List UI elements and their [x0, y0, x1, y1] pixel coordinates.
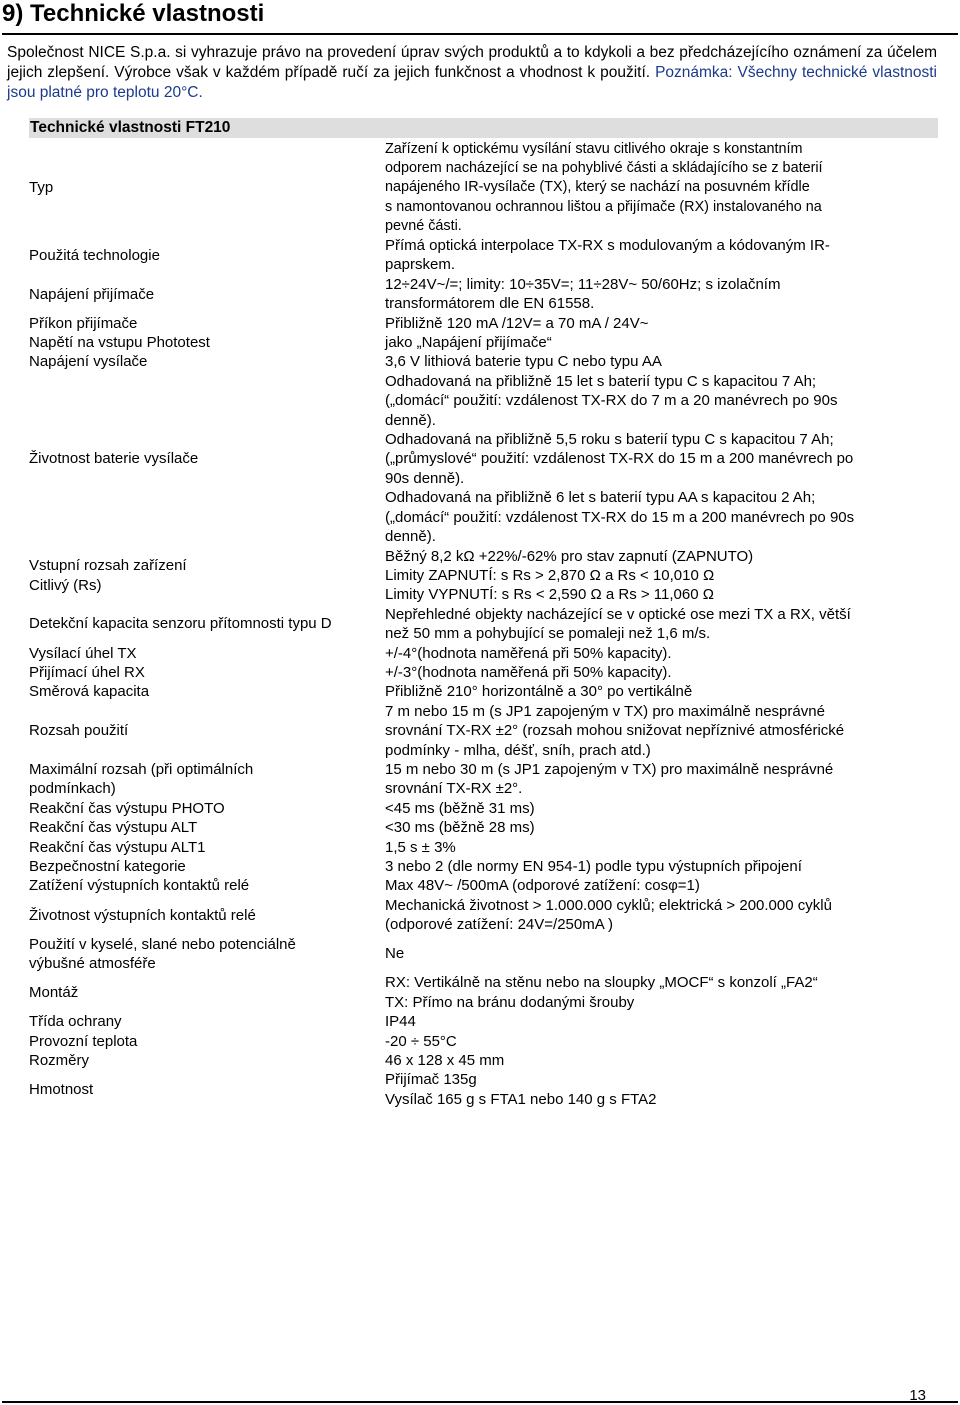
spec-label	[29, 1051, 383, 1070]
spec-label-line: Zatížení výstupních kontaktů relé	[29, 877, 250, 895]
spec-label	[29, 352, 383, 371]
spec-label	[29, 818, 383, 837]
spec-label-line: Reakční čas výstupu ALT1	[29, 838, 206, 856]
section-title: 9) Technické vlastnosti	[2, 0, 265, 27]
spec-label	[29, 838, 383, 857]
spec-value-line: Přibližně 120 mA /12V= a 70 mA / 24V~	[385, 314, 649, 332]
spec-label	[29, 896, 383, 935]
spec-value-line: Max 48V~ /500mA (odporové zatížení: cosφ=1)	[385, 877, 700, 895]
spec-label-line: Typ	[29, 179, 54, 197]
spec-row	[29, 547, 938, 605]
spec-value-line: odporem nacházející se na pohyblivé části a skládajícího se z baterií	[385, 160, 823, 177]
spec-value-line: <30 ms (běžně 28 ms)	[385, 819, 535, 837]
spec-row	[29, 1032, 938, 1051]
spec-value-line: denně).	[385, 411, 436, 429]
spec-value-line: IP44	[385, 1013, 416, 1031]
spec-row	[29, 818, 938, 837]
spec-label	[29, 973, 383, 1012]
spec-row	[29, 644, 938, 663]
spec-value-line: 7 m nebo 15 m (s JP1 zapojeným v TX) pro maximálně nesprávné	[385, 702, 825, 720]
intro-paragraph	[7, 43, 937, 103]
spec-value-line: („domácí“ použití: vzdálenost TX-RX do 15 m a 200 manévrech po 90s	[385, 508, 855, 526]
spec-value	[383, 818, 938, 837]
spec-value-line: 15 m nebo 30 m (s JP1 zapojeným v TX) pro maximálně nesprávné	[385, 760, 834, 778]
spec-row	[29, 605, 938, 644]
spec-label-line: Vstupní rozsah zařízení	[29, 557, 187, 575]
spec-value-line: +/-3°(hodnota naměřená při 50% kapacity).	[385, 663, 672, 681]
spec-value-line: jako „Napájení přijímače“	[385, 334, 552, 352]
spec-value-line: 3,6 V lithiová baterie typu C nebo typu AA	[385, 353, 662, 371]
spec-row	[29, 333, 938, 352]
spec-value-line: s namontovanou ochrannou lištou a přijímače (RX) instalovaného na	[385, 198, 822, 215]
spec-label-line: Reakční čas výstupu PHOTO	[29, 799, 225, 817]
spec-label-line: Napětí na vstupu Phototest	[29, 334, 210, 352]
spec-value-line: (odporové zatížení: 24V=/250mA )	[385, 916, 614, 934]
spec-label	[29, 314, 383, 333]
spec-value	[383, 838, 938, 857]
top-divider	[2, 33, 958, 35]
spec-value-line: denně).	[385, 528, 436, 546]
spec-row	[29, 838, 938, 857]
intro-note: Poznámka: Všechny technické vlastnosti jsou platné pro teplotu 20°C.	[7, 64, 937, 101]
spec-row	[29, 702, 938, 760]
spec-label-line: výbušné atmosféře	[29, 955, 156, 973]
spec-label-line: Životnost baterie vysílače	[29, 450, 199, 468]
spec-value-line: Odhadovaná na přibližně 5,5 roku s baterií typu C s kapacitou 7 Ah;	[385, 431, 834, 449]
spec-row	[29, 140, 938, 236]
spec-row	[29, 275, 938, 314]
spec-label	[29, 644, 383, 663]
spec-row	[29, 236, 938, 275]
spec-value-line: podmínky - mlha, déšť, sníh, prach atd.)	[385, 741, 651, 759]
spec-label	[29, 760, 383, 799]
spec-value	[383, 644, 938, 663]
spec-value	[383, 682, 938, 701]
spec-label-line: Detekční kapacita senzoru přítomnosti typu D	[29, 615, 332, 633]
spec-label	[29, 1070, 383, 1109]
spec-value-line: než 50 mm a pohybující se pomaleji než 1,6 m/s.	[385, 625, 711, 643]
spec-row	[29, 896, 938, 935]
spec-value-line: 3 nebo 2 (dle normy EN 954-1) podle typu výstupních připojení	[385, 858, 802, 876]
spec-label-line: Reakční čas výstupu ALT	[29, 819, 198, 837]
spec-row	[29, 760, 938, 799]
specs-table	[29, 140, 938, 1109]
spec-value-line: srovnání TX-RX ±2°.	[385, 780, 523, 798]
spec-value	[383, 333, 938, 352]
spec-value-line: Odhadovaná na přibližně 6 let s baterií typu AA s kapacitou 2 Ah;	[385, 489, 816, 507]
spec-label	[29, 547, 383, 605]
spec-value-line: („průmyslové“ použití: vzdálenost TX-RX do 15 m a 200 manévrech po	[385, 450, 854, 468]
spec-label-line: Napájení přijímače	[29, 285, 155, 303]
spec-row	[29, 1012, 938, 1031]
spec-label-line: Hmotnost	[29, 1081, 94, 1099]
spec-label-line: Použitá technologie	[29, 246, 160, 264]
spec-value	[383, 857, 938, 876]
spec-value-line: Odhadovaná na přibližně 15 let s baterií typu C s kapacitou 7 Ah;	[385, 372, 817, 390]
spec-value-line: napájeného IR-vysílače (TX), který se nachází na posuvném křídle	[385, 179, 810, 196]
spec-value	[383, 663, 938, 682]
spec-value-line: Běžný 8,2 kΩ +22%/-62% pro stav zapnutí (ZAPNUTO)	[385, 547, 754, 565]
spec-value	[383, 314, 938, 333]
spec-value-line: Přímá optická interpolace TX-RX s modulovaným a kódovaným IR-	[385, 237, 830, 255]
spec-label-line: Provozní teplota	[29, 1032, 138, 1050]
spec-value	[383, 352, 938, 371]
spec-value-line: Limity VYPNUTÍ: s Rs < 2,590 Ω a Rs > 11,060 Ω	[385, 586, 714, 604]
spec-value	[383, 1070, 938, 1109]
spec-row	[29, 935, 938, 974]
spec-label-line: Citlivý (Rs)	[29, 576, 102, 594]
spec-value-line: +/-4°(hodnota naměřená při 50% kapacity).	[385, 644, 672, 662]
spec-value-line: Limity ZAPNUTÍ: s Rs > 2,870 Ω a Rs < 10,010 Ω	[385, 566, 715, 584]
spec-value-line: Mechanická životnost > 1.000.000 cyklů; elektrická > 200.000 cyklů	[385, 896, 832, 914]
spec-value	[383, 760, 938, 799]
spec-label	[29, 1012, 383, 1031]
specs-title: Technické vlastnosti FT210	[29, 118, 938, 138]
specs-section	[29, 118, 938, 1109]
spec-value	[383, 275, 938, 314]
spec-row	[29, 372, 938, 547]
spec-label	[29, 935, 383, 974]
spec-value	[383, 1032, 938, 1051]
spec-label	[29, 1032, 383, 1051]
spec-label-line: Vysílací úhel TX	[29, 644, 137, 662]
spec-value	[383, 140, 938, 236]
spec-row	[29, 352, 938, 371]
spec-value	[383, 702, 938, 760]
spec-label	[29, 876, 383, 895]
spec-value-line: 90s denně).	[385, 469, 465, 487]
spec-value-line: Nepřehledné objekty nacházející se v optické ose mezi TX a RX, větší	[385, 605, 851, 623]
spec-label	[29, 682, 383, 701]
spec-value-line: transformátorem dle EN 61558.	[385, 295, 595, 313]
spec-value	[383, 896, 938, 935]
spec-row	[29, 314, 938, 333]
spec-value-line: TX: Přímo na bránu dodanými šrouby	[385, 993, 635, 1011]
spec-value	[383, 372, 938, 547]
spec-value-line: pevné části.	[385, 217, 462, 234]
spec-label-line: Příkon přijímače	[29, 314, 138, 332]
spec-label	[29, 663, 383, 682]
spec-label-line: Montáž	[29, 984, 79, 1002]
spec-value	[383, 236, 938, 275]
spec-label	[29, 605, 383, 644]
spec-label	[29, 140, 383, 236]
intro-text: Společnost NICE S.p.a. si vyhrazuje právo na provedení úprav svých produktů a to kdykoli a bez předcházejícího oznámení za účelem jejich zlepšení. Výrobce však v každém případě ručí za jejich funkčnost a vhodnost k použití.	[7, 44, 937, 81]
spec-label-line: Přijímací úhel RX	[29, 663, 145, 681]
spec-value-line: <45 ms (běžně 31 ms)	[385, 799, 535, 817]
spec-label-line: Bezpečnostní kategorie	[29, 858, 186, 876]
spec-label	[29, 275, 383, 314]
spec-value	[383, 605, 938, 644]
spec-row	[29, 876, 938, 895]
spec-label-line: Třída ochrany	[29, 1013, 122, 1031]
spec-value-line: Vysílač 165 g s FTA1 nebo 140 g s FTA2	[385, 1090, 657, 1108]
spec-value	[383, 1012, 938, 1031]
spec-label-line: Směrová kapacita	[29, 683, 150, 701]
spec-label-line: Rozsah použití	[29, 722, 129, 740]
spec-label	[29, 799, 383, 818]
spec-label-line: Napájení vysílače	[29, 353, 148, 371]
spec-value-line: Ne	[385, 945, 405, 963]
spec-value-line: -20 ÷ 55°C	[385, 1032, 457, 1050]
spec-value-line: RX: Vertikálně na stěnu nebo na sloupky „MOCF“ s konzolí „FA2“	[385, 974, 818, 992]
spec-row	[29, 663, 938, 682]
spec-label	[29, 333, 383, 352]
spec-row	[29, 857, 938, 876]
spec-value-line: Zařízení k optickému vysílání stavu citlivého okraje s konstantním	[385, 141, 803, 157]
spec-value-line: 46 x 128 x 45 mm	[385, 1052, 505, 1070]
spec-row	[29, 1070, 938, 1109]
spec-label-line: podmínkach)	[29, 780, 116, 798]
spec-value-line: Přijímač 135g	[385, 1071, 477, 1089]
spec-value	[383, 1051, 938, 1070]
spec-row	[29, 973, 938, 1012]
spec-row	[29, 799, 938, 818]
spec-row	[29, 682, 938, 701]
spec-label	[29, 702, 383, 760]
spec-label-line: Maximální rozsah (při optimálních	[29, 760, 254, 778]
spec-label-line: Životnost výstupních kontaktů relé	[29, 906, 256, 924]
bottom-divider	[2, 1401, 958, 1403]
spec-value-line: („domácí“ použití: vzdálenost TX-RX do 7 m a 20 manévrech po 90s	[385, 392, 838, 410]
spec-label	[29, 372, 383, 547]
spec-value-line: 12÷24V~/=; limity: 10÷35V=; 11÷28V~ 50/60Hz; s izolačním	[385, 275, 781, 293]
spec-label-line: Rozměry	[29, 1052, 90, 1070]
spec-value-line: 1,5 s ± 3%	[385, 838, 456, 856]
spec-value	[383, 799, 938, 818]
spec-value	[383, 876, 938, 895]
spec-value	[383, 973, 938, 1012]
spec-label	[29, 857, 383, 876]
spec-value	[383, 935, 938, 974]
spec-value-line: Přibližně 210° horizontálně a 30° po vertikálně	[385, 683, 693, 701]
spec-label	[29, 236, 383, 275]
spec-value-line: srovnání TX-RX ±2° (rozsah mohou snižovat nepříznivé atmosférické	[385, 722, 845, 740]
spec-value-line: paprskem.	[385, 256, 456, 274]
spec-value	[383, 547, 938, 605]
page-number: 13	[909, 1387, 926, 1404]
spec-label-line: Použití v kyselé, slané nebo potenciálně	[29, 935, 296, 953]
spec-row	[29, 1051, 938, 1070]
